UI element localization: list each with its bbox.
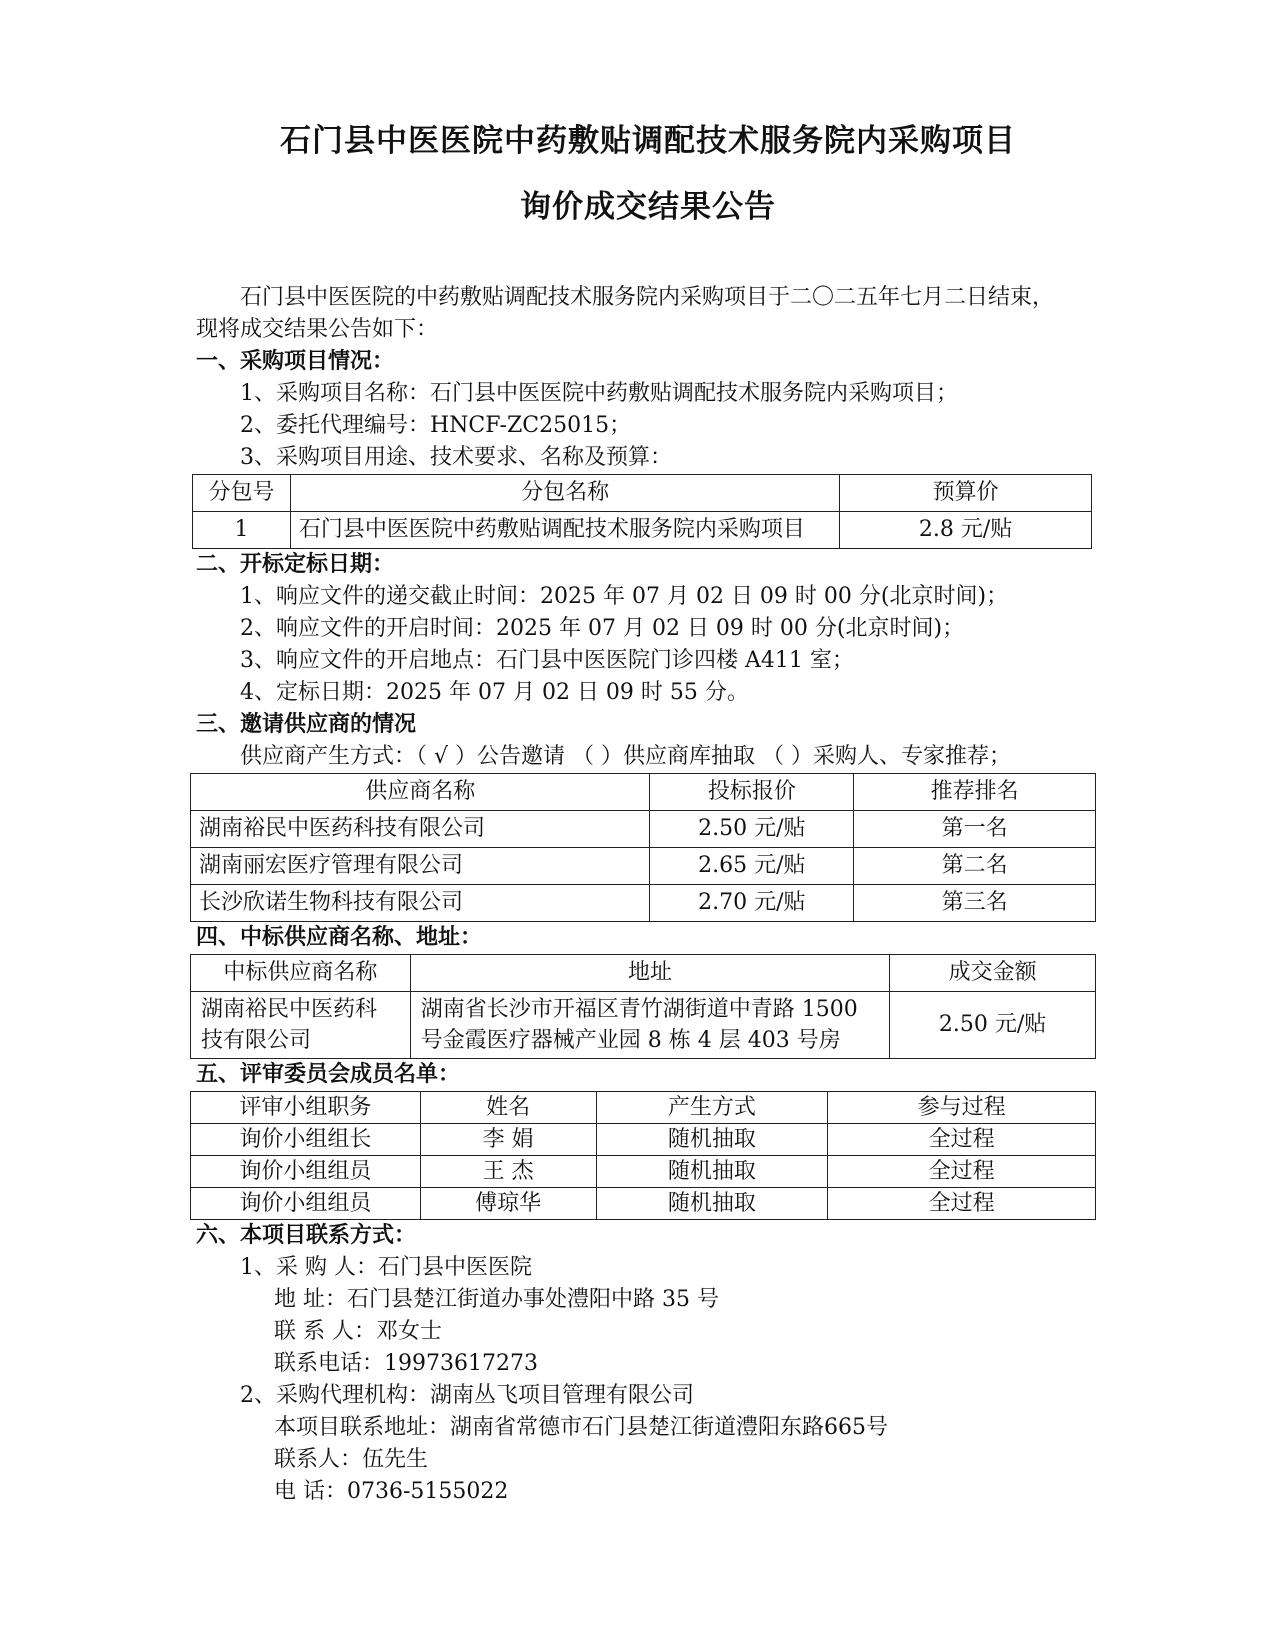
table-row: [193, 512, 1092, 549]
intro-line1: 石门县中医医院的中药敷贴调配技术服务院内采购项目于二〇二五年七月二日结束，: [240, 285, 1055, 310]
table-cell: 1: [193, 512, 291, 549]
agency-line: 2、采购代理机构：湖南丛飞项目管理有限公司: [240, 1383, 694, 1408]
table-cell: 第一名: [854, 811, 1096, 848]
winner-address-cell: [410, 992, 889, 1059]
table-cell: 长沙欣诺生物科技有限公司: [191, 885, 650, 922]
table-header-row: [191, 955, 1096, 992]
table-row: [191, 848, 1096, 885]
table-cell: 第三名: [854, 885, 1096, 922]
table-header-cell: 中标供应商名称: [191, 955, 411, 992]
table-cell: 询价小组组员: [191, 1188, 421, 1220]
section1-heading: 一、采购项目情况：: [196, 349, 395, 374]
table-header-cell: 评审小组职务: [191, 1092, 421, 1124]
table-cell: 2.8 元/贴: [840, 512, 1092, 549]
section5-heading: 五、评审委员会成员名单：: [196, 1062, 461, 1087]
winner-table: [190, 954, 1096, 1059]
document-title-line1: 石门县中医医院中药敷贴调配技术服务院内采购项目: [280, 123, 1016, 159]
table-header-cell: 地址: [410, 955, 889, 992]
section1-item1: 1、采购项目名称：石门县中医医院中药敷贴调配技术服务院内采购项目；: [240, 381, 958, 406]
winner-name-cell: [191, 992, 411, 1059]
section3-heading: 三、邀请供应商的情况: [196, 712, 417, 737]
table-cell: 随机抽取: [596, 1124, 828, 1156]
table-cell: 湖南裕民中医药科技有限公司: [191, 811, 650, 848]
table-row: [191, 1156, 1096, 1188]
budget-table: [192, 474, 1092, 549]
table-cell: 第二名: [854, 848, 1096, 885]
table-header-row: [193, 475, 1092, 512]
supplier-table: [190, 773, 1096, 922]
table-cell: 全过程: [828, 1156, 1096, 1188]
table-header-cell: 推荐排名: [854, 774, 1096, 811]
agency-contact-line: 联系人：伍先生: [274, 1447, 429, 1472]
supplier-method: 供应商产生方式：（ √ ）公告邀请 （ ）供应商库抽取 （ ）采购人、专家推荐；: [240, 744, 1011, 769]
agency-address-line: 本项目联系地址：湖南省常德市石门县楚江街道澧阳东路665号: [274, 1415, 888, 1440]
table-header-cell: 产生方式: [596, 1092, 828, 1124]
section4-heading: 四、中标供应商名称、地址：: [196, 925, 483, 950]
table-row: [191, 992, 1096, 1059]
winner-name-line1: 湖南裕民中医药科: [201, 997, 378, 1022]
winner-address-line1: 湖南省长沙市开福区青竹湖街道中青路 1500: [420, 997, 858, 1022]
section2-item4: 4、定标日期：2025 年 07 月 02 日 09 时 55 分。: [240, 680, 749, 705]
section2-item3: 3、响应文件的开启地点：石门县中医医院门诊四楼 A411 室；: [240, 648, 854, 673]
table-header-cell: 供应商名称: [191, 774, 650, 811]
table-cell: 石门县中医医院中药敷贴调配技术服务院内采购项目: [290, 512, 839, 549]
section6-heading: 六、本项目联系方式：: [196, 1223, 417, 1248]
winner-amount-cell: 2.50 元/贴: [890, 992, 1096, 1059]
table-cell: 2.70 元/贴: [650, 885, 854, 922]
committee-table: [190, 1091, 1096, 1220]
section1-item3: 3、采购项目用途、技术要求、名称及预算：: [240, 445, 672, 470]
section2-item1: 1、响应文件的递交截止时间：2025 年 07 月 02 日 09 时 00 分(北京时间)；: [240, 584, 1009, 609]
table-cell: 王 杰: [420, 1156, 596, 1188]
table-cell: 随机抽取: [596, 1188, 828, 1220]
agency-phone-line: 电 话：0736-5155022: [274, 1479, 509, 1504]
table-header-cell: 成交金额: [890, 955, 1096, 992]
table-header-cell: 姓名: [420, 1092, 596, 1124]
table-cell: 询价小组组长: [191, 1124, 421, 1156]
table-header-row: [191, 774, 1096, 811]
table-header-cell: 分包号: [193, 475, 291, 512]
purchaser-contact-line: 联 系 人：邓女士: [274, 1319, 442, 1344]
table-cell: 全过程: [828, 1188, 1096, 1220]
table-row: [191, 1124, 1096, 1156]
table-row: [191, 885, 1096, 922]
table-header-cell: 参与过程: [828, 1092, 1096, 1124]
table-header-cell: 分包名称: [290, 475, 839, 512]
purchaser-phone-line: 联系电话：19973617273: [274, 1351, 538, 1376]
table-row: [191, 1188, 1096, 1220]
section2-item2: 2、响应文件的开启时间：2025 年 07 月 02 日 09 时 00 分(北京时间)；: [240, 616, 965, 641]
table-header-cell: 预算价: [840, 475, 1092, 512]
winner-name-line2: 技有限公司: [201, 1028, 312, 1053]
table-cell: 傅琼华: [420, 1188, 596, 1220]
purchaser-line: 1、采 购 人：石门县中医医院: [240, 1255, 532, 1280]
section2-heading: 二、开标定标日期：: [196, 552, 395, 577]
winner-address-line2: 号金霞医疗器械产业园 8 栋 4 层 403 号房: [420, 1028, 841, 1053]
table-header-row: [191, 1092, 1096, 1124]
table-cell: 随机抽取: [596, 1156, 828, 1188]
table-cell: 2.65 元/贴: [650, 848, 854, 885]
table-cell: 湖南丽宏医疗管理有限公司: [191, 848, 650, 885]
document-title-line2: 询价成交结果公告: [520, 189, 776, 225]
intro-line2: 现将成交结果公告如下：: [196, 317, 439, 342]
section1-item2: 2、委托代理编号：HNCF-ZC25015；: [240, 413, 632, 438]
table-cell: 2.50 元/贴: [650, 811, 854, 848]
purchaser-address-line: 地 址：石门县楚江街道办事处澧阳中路 35 号: [274, 1287, 719, 1312]
table-header-cell: 投标报价: [650, 774, 854, 811]
table-row: [191, 811, 1096, 848]
table-cell: 李 娟: [420, 1124, 596, 1156]
table-cell: 全过程: [828, 1124, 1096, 1156]
table-cell: 询价小组组员: [191, 1156, 421, 1188]
